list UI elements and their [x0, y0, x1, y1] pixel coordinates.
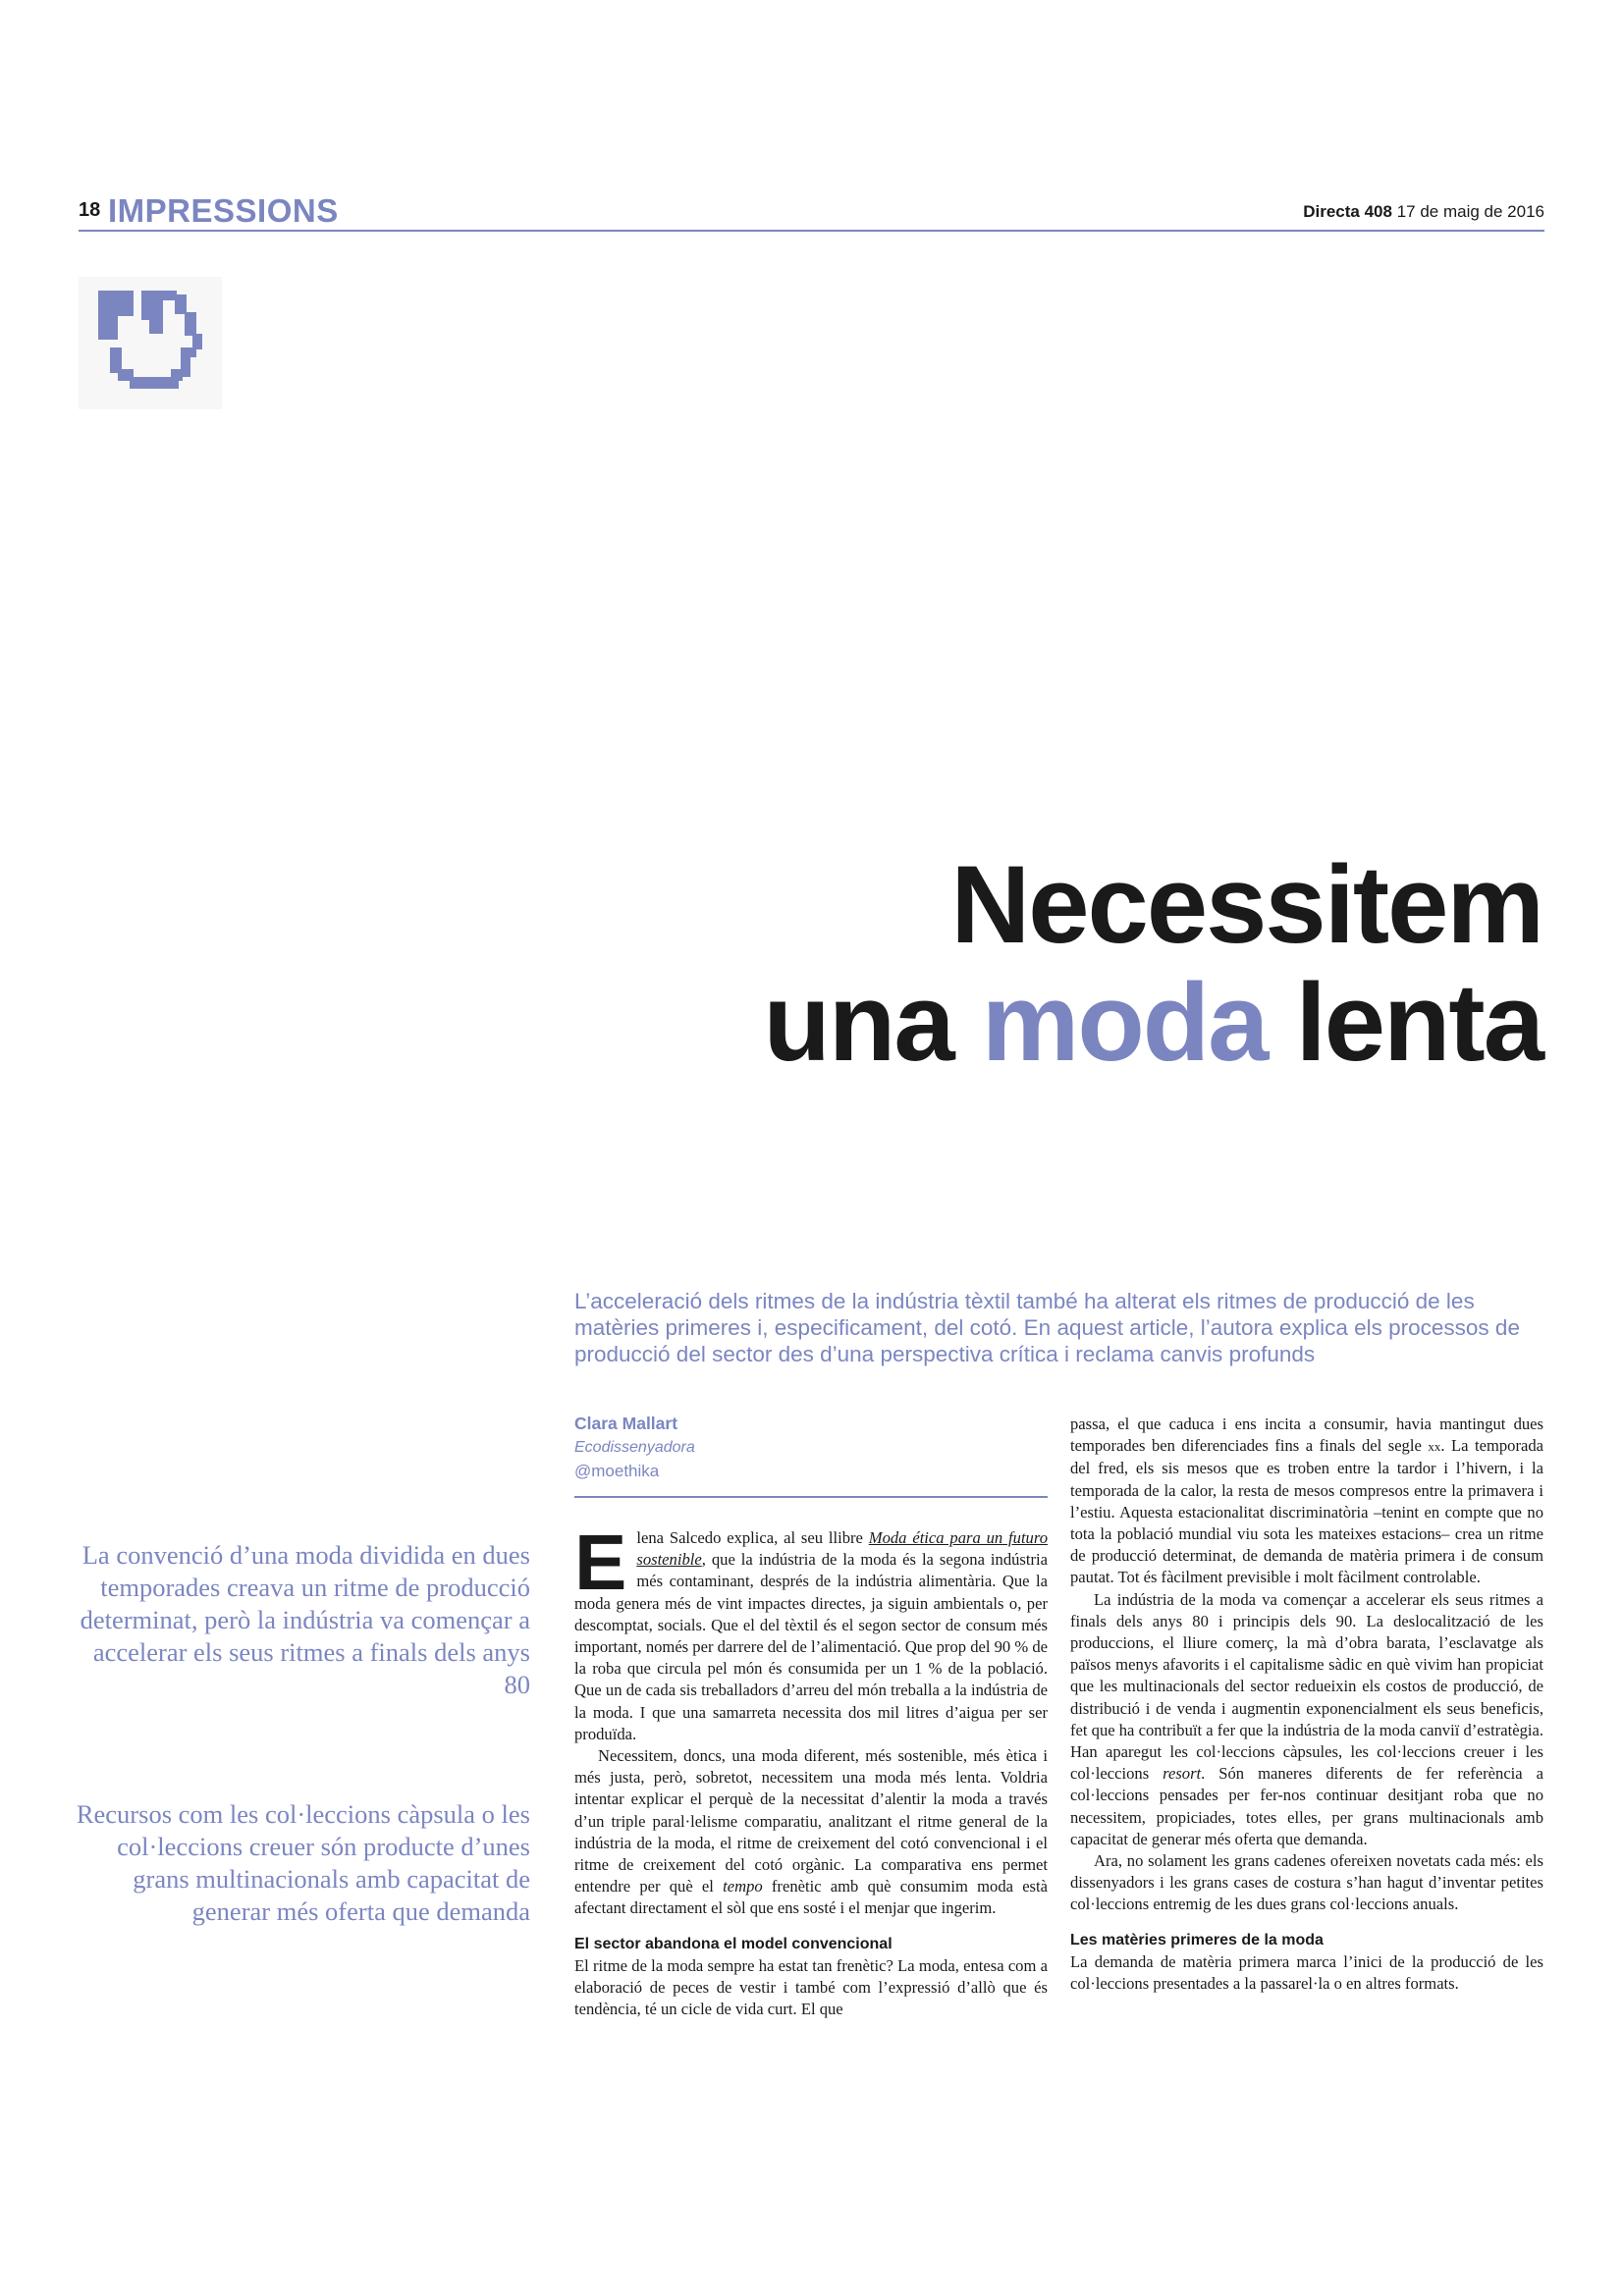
- section-logo: [79, 277, 222, 409]
- body-paragraph: La indústria de la moda va començar a accelerar els seus ritmes a finals dels anys 80 i principis dels 90. La deslocalització de les produccions, el lliure comerç, la mà d’obra barata, l’esclavatge als països menys afavorits i el capitalisme sàdic en què vivim han propiciat que les multinacionals del sector redueixin els costos de producció, de distribució i de venda i augmentin exponencialment els seus beneficis, fet que ha contribuït a fer que la indústria de la moda canviï d’estratègia. Han aparegut les col·leccions càpsules, les col·leccions creuer i les col·leccions resort. Són maneres diferents de fer referència a col·leccions pensades per fer-nos continuar desitjant roba que no necessitem, propiciades, totes elles, per grans multinacionals amb capacitat de generar més oferta que demanda.: [1070, 1589, 1543, 1848]
- body-paragraph: Ara, no solament les grans cadenes ofereixen novetats cada més: els dissenyadors i les grans cases de costura s’han hagut d’inventar petites col·leccions entremig de les dues grans col·leccions anuals.: [1070, 1851, 1543, 1914]
- body-paragraph: Elena Salcedo explica, al seu llibre Moda ética para un futuro sostenible, que la indústria de la moda és la segona indústria més contaminant, després de la indústria alimentària. Que la moda genera més de vint impactes directes, ja siguin ambientals o, per descomptat, socials. Que el del tèxtil és el segon sector de consum més important, només per darrere del de l’alimentació. Que prop del 90 % de la roba que circula pel món és consumida per un 1 % de la població. Que un de cada sis treballadors d’arreu del món treballa a la indústria de la moda. I que una samarreta necessita dos mil litres d’aigua per ser produïda.: [574, 1519, 1048, 1743]
- body-column-2: [1070, 1414, 1543, 1995]
- title-line-1: Necessitem: [950, 843, 1542, 966]
- section-title: IMPRESSIONS: [108, 192, 339, 229]
- body-column-1: [574, 1519, 1048, 2020]
- pull-quote-2: Recursos com les col·leccions càpsula o les col·leccions creuer són producte d’unes grans multinacionals amb capacitat de generar més oferta que demanda: [76, 1799, 530, 1926]
- byline-rule: [574, 1496, 1048, 1498]
- publication-name: Directa 408: [1303, 202, 1392, 221]
- title-word-moda: moda: [981, 961, 1268, 1084]
- title-word-lenta: lenta: [1295, 961, 1542, 1084]
- article-title: [763, 843, 1542, 1084]
- body-paragraph: El ritme de la moda sempre ha estat tan frenètic? La moda, entesa com a elaboració de peces de vestir i també com l’expressió d’allò que és tendència, té un cicle de vida curt. El que: [574, 1955, 1048, 2019]
- subheading: El sector abandona el model convencional: [574, 1935, 893, 1952]
- drop-cap: E: [574, 1519, 627, 1606]
- book-title: Moda ética para un futuro sostenible: [636, 1528, 1048, 1570]
- author-role: Ecodissenyadora: [574, 1439, 695, 1456]
- issue-date: 17 de maig de 2016: [1396, 202, 1544, 221]
- body-paragraph: passa, el que caduca i ens incita a consumir, havia mantingut dues temporades ben diferenciades fins a finals del segle xx. La temporada del fred, els sis mesos que es troben entre la tardor i l’hivern, i la temporada de la calor, la resta de mesos compresos entre la primavera i l’estiu. Aquesta estacionalitat discriminatòria –tenint en compte que no tota la població mundial viu sota les mateixes estacions– crea un ritme de producció determinat, de demanda de matèria primera i de consum pautat. Tot és fàcilment previsible i molt fàcilment controlable.: [1070, 1415, 1543, 1587]
- author-name: Clara Mallart: [574, 1414, 678, 1433]
- title-line-2: [763, 961, 1542, 1084]
- page-number: 18: [79, 199, 101, 221]
- header-rule: [79, 230, 1544, 232]
- subheading: Les matèries primeres de la moda: [1070, 1931, 1324, 1949]
- article-lead: L’acceleració dels ritmes de la indústria tèxtil també ha alterat els ritmes de producció de les matèries primeres i, especificament, del cotó. En aquest article, l’autora explica els processos de producció del sector des d’una perspectiva crítica i reclama canvis profunds: [574, 1289, 1520, 1366]
- face-quote-icon: [98, 291, 206, 397]
- body-paragraph: La demanda de matèria primera marca l’inici de la producció de les col·leccions presentades a la passarel·la o en altres formats.: [1070, 1951, 1543, 1993]
- issue-info: [1303, 202, 1544, 222]
- author-handle: @moethika: [574, 1462, 660, 1480]
- title-word-una: una: [763, 961, 953, 1084]
- body-paragraph: Necessitem, doncs, una moda diferent, més sostenible, més ètica i més justa, però, sobretot, necessitem una moda més lenta. Voldria intentar explicar el perquè de la necessitat d’alentir la moda a través d’un triple paral·lelisme comparatiu, analitzant el ritme general de la indústria de la moda, el ritme de creixement del cotó convencional i el ritme de creixement del cotó orgànic. La comparativa ens permet entendre per què el tempo frenètic amb què consumim moda està afectant directament el sòl que ens sosté i el menjar que ingerim.: [574, 1746, 1048, 1918]
- pull-quote-1: La convenció d’una moda dividida en dues temporades creava un ritme de producció determinat, però la indústria va començar a accelerar els seus ritmes a finals dels anys 80: [80, 1540, 530, 1699]
